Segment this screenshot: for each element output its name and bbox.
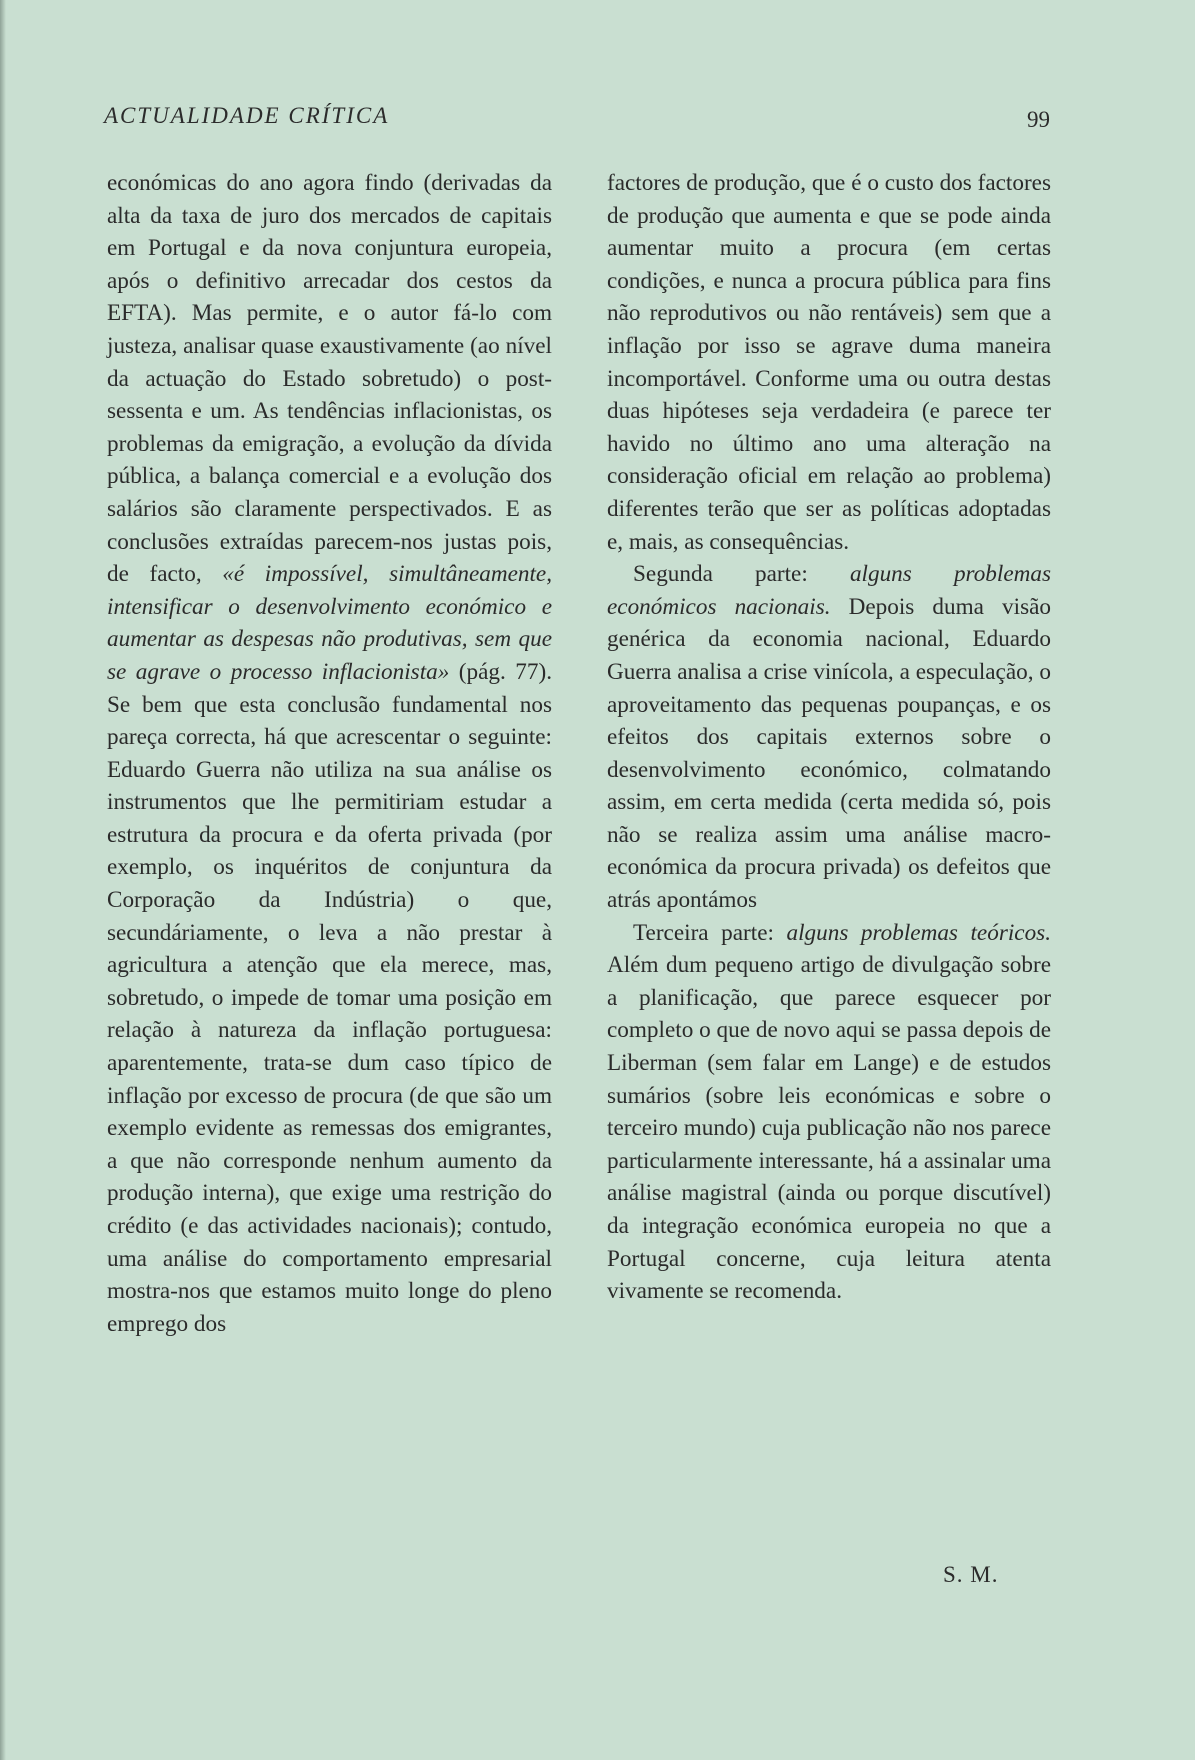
left-paragraph [107, 167, 552, 1340]
left-column [107, 167, 552, 1340]
running-title: ACTUALIDADE CRÍTICA [104, 103, 390, 128]
right-column [607, 167, 1051, 1308]
author-signature: S. M. [943, 1562, 999, 1587]
page-number: 99 [1027, 107, 1050, 132]
section-body-2: Depois duma visão genérica da economia nacional, Eduardo Guerra analisa a crise vinícola, a especulação, o aproveitamento das pequenas poupanças, e os efeitos dos capitais externos sobre o desenvolvimento económico, colmatando assim, em certa medida (certa medida só, pois não se realiza assim uma análise macro-económica da procura privada) os defeitos que atrás apontámos [607, 593, 1051, 914]
right-paragraph-3 [607, 917, 1051, 1308]
section-lead-3: Terceira parte: [633, 919, 787, 946]
page-edge [0, 0, 6, 1760]
left-text-a: económicas do ano agora findo (derivadas da alta da taxa de juro dos mercados de capitais em Portugal e da nova conjuntura europeia, após o definitivo arrecadar dos cestos da EFTA). Mas permite, e o autor fá-lo com justeza, analisar quase exaustivamente (ao nível da actuação do Estado sobretudo) o post-sessenta e um. As tendências inflacionistas, os problemas da emigração, a evolução da dívida pública, a balança comercial e a evolução dos salários são claramente perspectivados. E as conclusões extraídas parecem-nos justas pois, de facto, [107, 170, 552, 588]
right-paragraph-2 [607, 558, 1051, 917]
section-body-3: Além dum pequeno artigo de divulgação sobre a planificação, que parece esquecer por completo o que de novo aqui se passa depois de Liberman (sem falar em Lange) e de estudos sumários (sobre leis económicas e sobre o terceiro mundo) cuja publicação não nos parece particularmente interessante, há a assinalar uma análise magistral (ainda ou porque discutível) da integração económica europeia no que a Portugal concerne, cuja leitura atenta vivamente se recomenda. [607, 952, 1051, 1305]
left-text-b: (pág. 77). Se bem que esta conclusão fundamental nos pareça correcta, há que acrescentar o seguinte: Eduardo Guerra não utiliza na sua análise os instrumentos que lhe permitiriam estudar a estrutura da procura e da oferta privada (por exemplo, os inquéritos de conjuntura da Corporação da Indústria) o que, secundáriamente, o leva a não prestar à agricultura a atenção que ela merece, mas, sobretudo, o impede de tomar uma posição em relação à natureza da inflação portuguesa: aparentemente, trata-se dum caso típico de inflação por excesso de procura (de que são um exemplo evidente as remessas dos emigrantes, a que não corresponde nenhum aumento da produção interna), que exige uma restrição do crédito (e das actividades nacionais); contudo, uma análise do comportamento empresarial mostra-nos que estamos muito longe do pleno emprego dos [107, 658, 552, 1337]
section-title-3: alguns problemas teóricos. [786, 919, 1051, 946]
quotation: «é impossível, simultâneamente, intensificar o desenvolvimento económico e aumentar as despesas não produtivas, sem que se agrave o processo inflacionista» [107, 561, 552, 685]
section-lead-2: Segunda parte: [633, 561, 850, 588]
right-paragraph-1: factores de produção, que é o custo dos factores de produção que aumenta e que se pode ainda aumentar muito a procura (em certas condições, e nunca a procura pública para fins não reprodutivos ou não rentáveis) sem que a inflação por isso se agrave duma maneira incomportável. Conforme uma ou outra destas duas hipóteses seja verdadeira (e parece ter havido no último ano uma alteração na consideração oficial em relação ao problema) diferentes terão que ser as políticas adoptadas e, mais, as consequências. [607, 170, 1051, 555]
section-title-2: alguns problemas económicos nacionais. [607, 561, 1051, 620]
